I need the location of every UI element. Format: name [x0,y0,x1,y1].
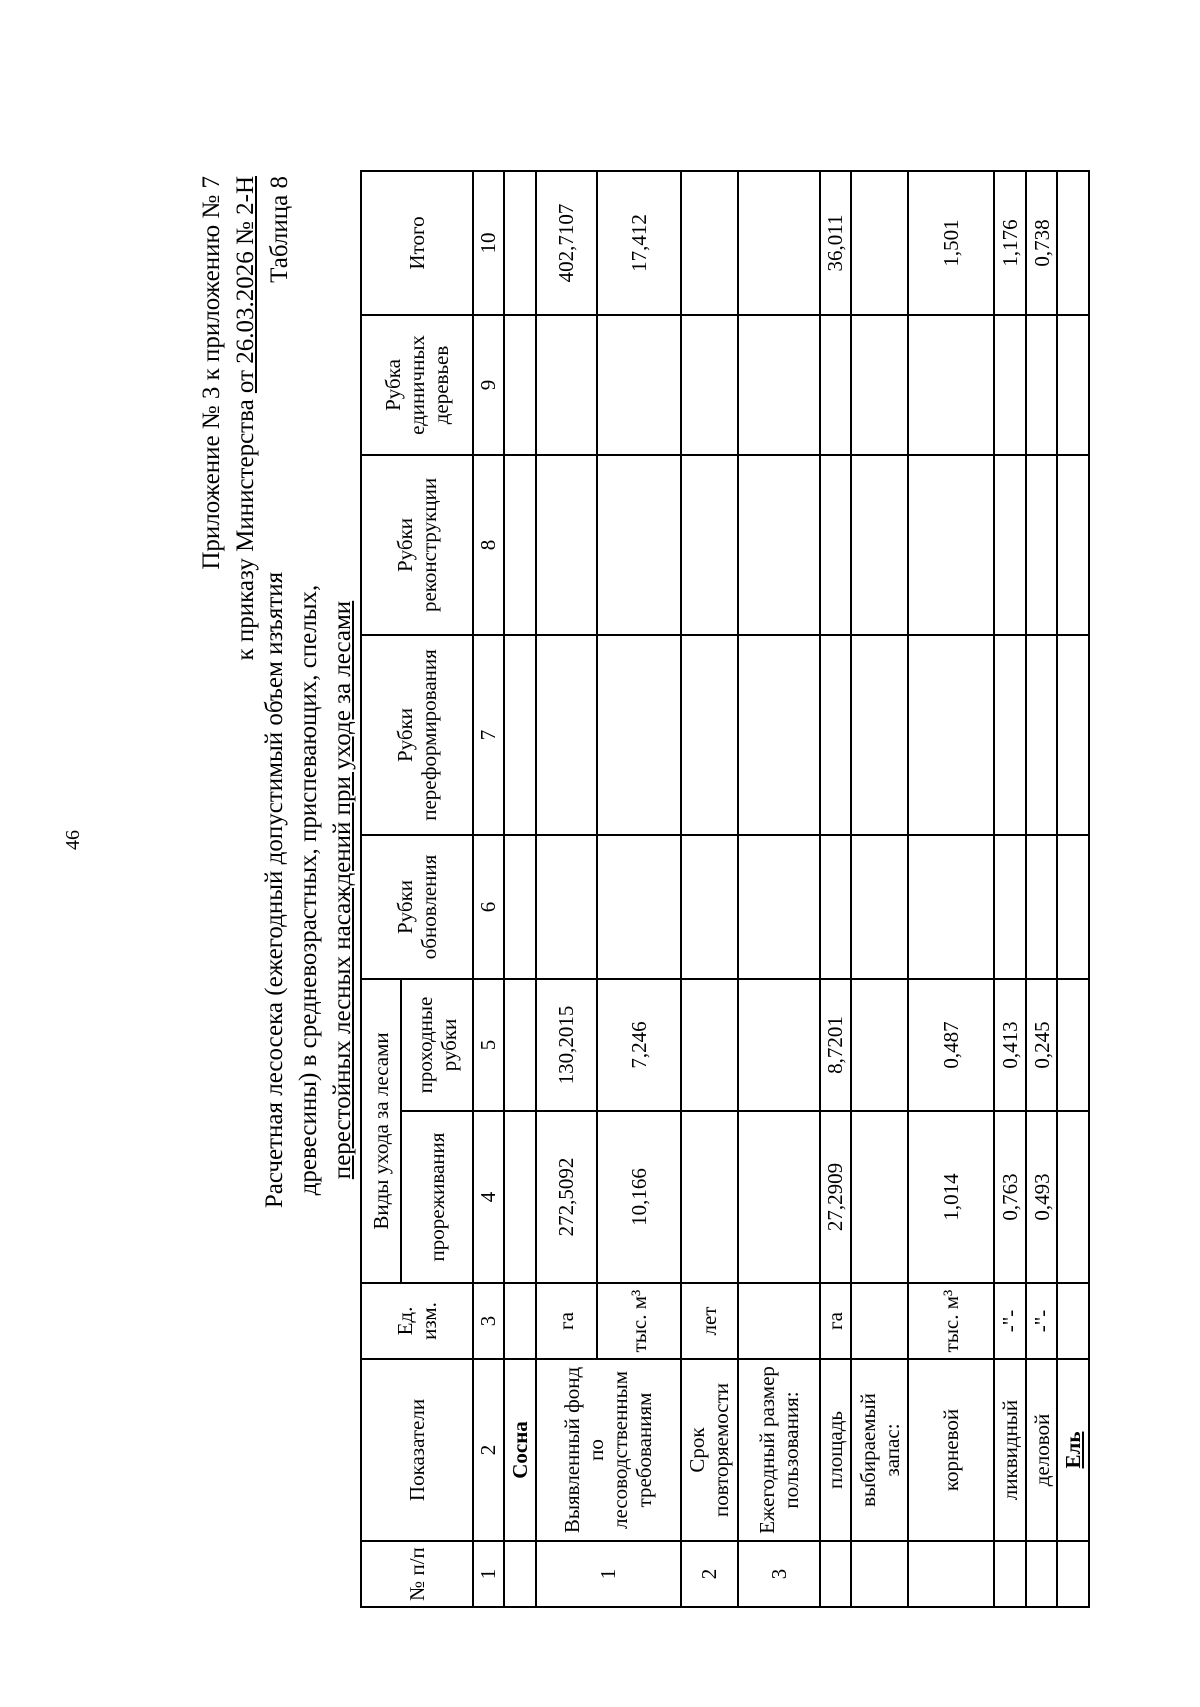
row-indicator: корневой [908,1359,994,1541]
col-number: 10 [473,171,505,315]
column-number-row [473,171,505,1607]
row-indicator: выбираемый запас: [851,1359,908,1541]
table-row [994,171,1026,1607]
section-row-spruce [1057,171,1089,1607]
row-num: 1 [536,1541,681,1607]
cell-thinning: 1,014 [908,1111,994,1283]
row-unit: лет [681,1283,738,1359]
cell-total: 17,412 [597,171,681,315]
appendix-line: Приложение № 3 к приложению № 7 [198,176,225,570]
cell-passage: 7,246 [597,979,681,1111]
row-unit: га [536,1283,597,1359]
page-number: 46 [62,830,84,850]
table-row [536,171,597,1607]
cell-reconstruction [681,455,738,635]
header-unit: Ед. изм. [361,1283,473,1359]
header-reformation: Рубки переформирования [361,635,473,835]
cell-thinning: 0,493 [1026,1111,1058,1283]
col-number: 2 [473,1359,505,1541]
cell-single-trees [851,315,908,455]
cell-reformation [820,635,852,835]
cell-reconstruction [820,455,852,635]
cell-passage [738,979,820,1111]
table-row [681,171,738,1607]
forest-cutting-table [360,170,1090,1608]
cell-reformation [681,635,738,835]
cell-passage [681,979,738,1111]
row-indicator: деловой [1026,1359,1058,1541]
cell-single-trees [908,315,994,455]
row-unit: -"- [1026,1283,1058,1359]
cell-total: 1,501 [908,171,994,315]
header-single-trees: Рубка единичных деревьев [361,315,473,455]
rotated-page-content [198,172,1090,1608]
row-num [851,1541,908,1607]
title-line-1: Расчетная лесосека (ежегодный допустимый объем изъятия [261,571,288,1209]
row-unit: -"- [994,1283,1026,1359]
cell-total: 1,176 [994,171,1026,315]
cell-renewal [681,835,738,979]
cell-total: 0,738 [1026,171,1058,315]
cell-reformation [994,635,1026,835]
cell-single-trees [1026,315,1058,455]
cell-passage [851,979,908,1111]
col-number: 8 [473,455,505,635]
title-line-2: древесины) в средневозрастных, приспевающих, спелых, [295,584,322,1196]
cell-thinning [738,1111,820,1283]
cell-total [738,171,820,315]
cell-thinning [681,1111,738,1283]
cell-single-trees [738,315,820,455]
section-row-pine [504,171,536,1607]
table-label: Таблица 8 [266,176,293,283]
cell-renewal [820,835,852,979]
col-number: 4 [473,1111,505,1283]
cell-reformation [908,635,994,835]
cell-reformation [851,635,908,835]
cell-reconstruction [597,455,681,635]
col-number: 7 [473,635,505,835]
cell-renewal [597,835,681,979]
cell-single-trees [597,315,681,455]
row-indicator: ликвидный [994,1359,1026,1541]
row-num: 2 [681,1541,738,1607]
cell-thinning [851,1111,908,1283]
table-row [738,171,820,1607]
cell-total [681,171,738,315]
cell-single-trees [681,315,738,455]
cell-reformation [597,635,681,835]
section-label: Ель [1057,1359,1089,1541]
cell-thinning: 272,5092 [536,1111,597,1283]
cell-reformation [536,635,597,835]
header-passage: проходные рубки [401,979,473,1111]
col-number: 1 [473,1541,505,1607]
header-total: Итого [361,171,473,315]
header-num: № п/п [361,1541,473,1607]
cell-reconstruction [1026,455,1058,635]
header-renewal: Рубки обновления [361,835,473,979]
cell-reconstruction [908,455,994,635]
order-prefix: к приказу Министерства [232,399,259,661]
header-reconstruction: Рубки реконструкции [361,455,473,635]
section-label: Сосна [504,1359,536,1541]
row-num [994,1541,1026,1607]
row-unit: га [820,1283,852,1359]
col-number: 6 [473,835,505,979]
table-row [820,171,852,1607]
col-number: 5 [473,979,505,1111]
row-unit: тыс. м³ [597,1283,681,1359]
row-indicator: площадь [820,1359,852,1541]
cell-total [851,171,908,315]
cell-renewal [738,835,820,979]
cell-thinning: 0,763 [994,1111,1026,1283]
cell-total: 36,011 [820,171,852,315]
header-thinning: прореживания [401,1111,473,1283]
row-num [1026,1541,1058,1607]
cell-reformation [738,635,820,835]
cell-passage: 0,487 [908,979,994,1111]
row-num [908,1541,994,1607]
title-line-3: перестойных лесных насаждений при уходе за лесами [329,600,356,1180]
table-row [908,171,994,1607]
cell-renewal [908,835,994,979]
cell-reconstruction [994,455,1026,635]
cell-passage: 0,413 [994,979,1026,1111]
cell-passage: 0,245 [1026,979,1058,1111]
cell-single-trees [994,315,1026,455]
col-number: 3 [473,1283,505,1359]
table-row [1026,171,1058,1607]
cell-reconstruction [536,455,597,635]
cell-reconstruction [851,455,908,635]
cell-total: 402,7107 [536,171,597,315]
row-unit: тыс. м³ [908,1283,994,1359]
cell-passage: 130,2015 [536,979,597,1111]
cell-reconstruction [738,455,820,635]
row-num: 3 [738,1541,820,1607]
cell-renewal [994,835,1026,979]
col-number: 9 [473,315,505,455]
row-indicator: Ежегодный размер пользования: [738,1359,820,1541]
cell-renewal [536,835,597,979]
row-indicator: Выявленный фонд по лесоводственным требованиям [536,1359,681,1541]
cell-passage: 8,7201 [820,979,852,1111]
table-row [851,171,908,1607]
row-indicator: Срок повторяемости [681,1359,738,1541]
row-num [820,1541,852,1607]
table-title [258,172,360,1608]
order-date: от 26.03.2026 № 2-Н [232,176,259,394]
cell-renewal [851,835,908,979]
row-unit [738,1283,820,1359]
cell-single-trees [536,315,597,455]
cell-single-trees [820,315,852,455]
header-care-types: Виды ухода за лесами [361,979,401,1283]
header-indicator: Показатели [361,1359,473,1541]
row-unit [851,1283,908,1359]
cell-reformation [1026,635,1058,835]
cell-thinning: 10,166 [597,1111,681,1283]
cell-thinning: 27,2909 [820,1111,852,1283]
cell-renewal [1026,835,1058,979]
